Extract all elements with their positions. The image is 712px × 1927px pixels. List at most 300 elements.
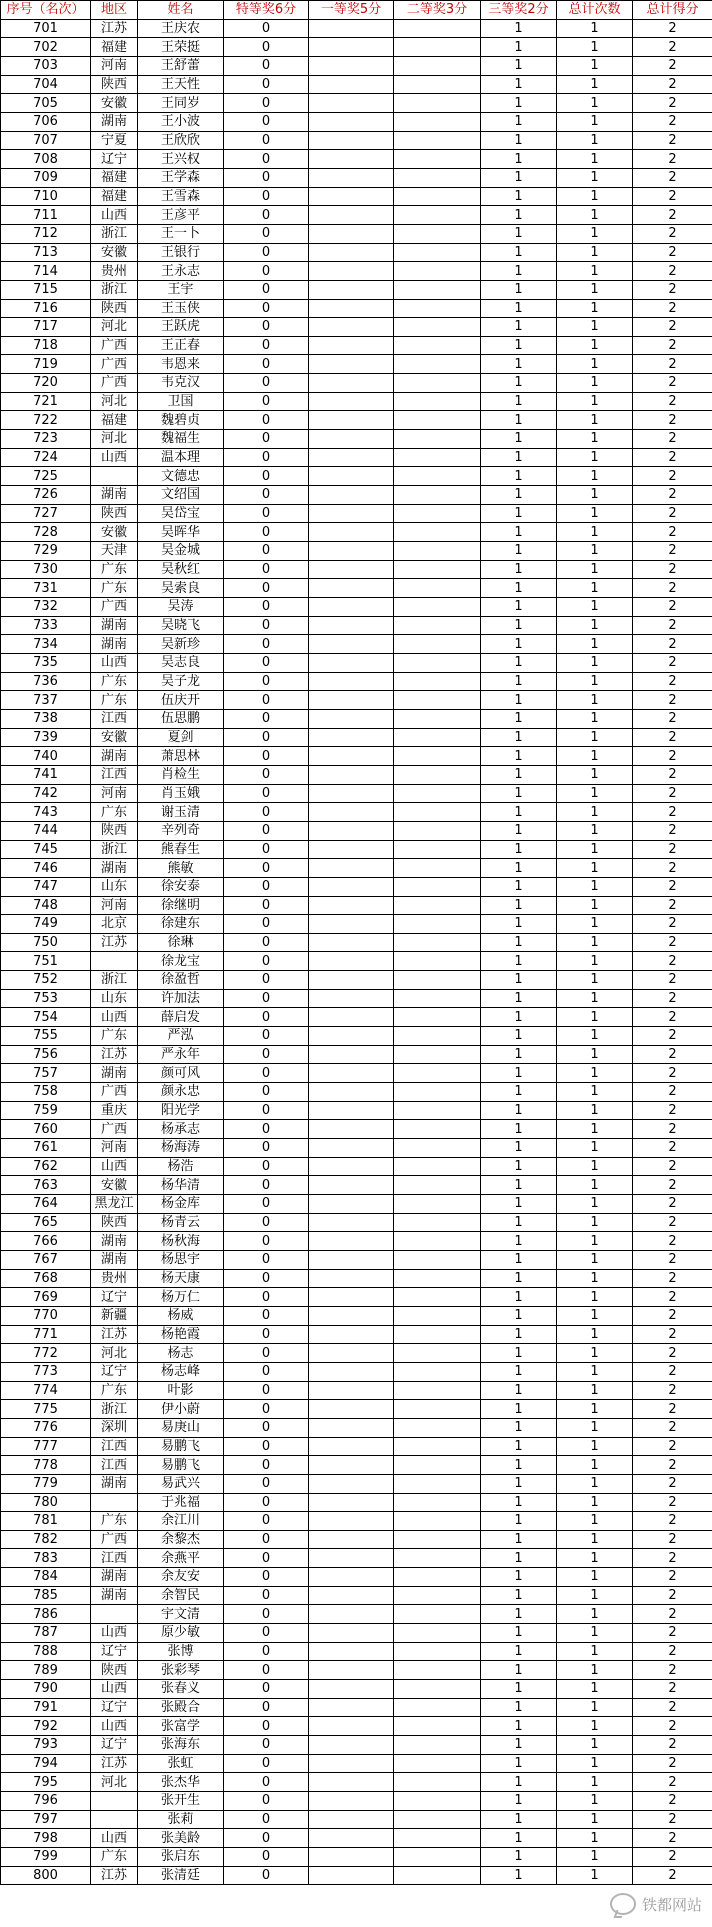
cell-total-count: 1 [557, 616, 633, 635]
cell-second-prize [394, 1195, 481, 1214]
cell-total-count: 1 [557, 1269, 633, 1288]
cell-first-prize [309, 1810, 394, 1829]
cell-name: 易庚山 [138, 1418, 224, 1437]
cell-name: 余黎杰 [138, 1530, 224, 1549]
table-row [1, 1139, 712, 1158]
cell-region: 广东 [91, 803, 138, 822]
cell-third-prize: 1 [481, 1605, 557, 1624]
cell-rank: 777 [1, 1437, 91, 1456]
cell-name: 叶影 [138, 1381, 224, 1400]
cell-first-prize [309, 1474, 394, 1493]
table-row [1, 784, 712, 803]
cell-region: 湖南 [91, 1250, 138, 1269]
cell-total-count: 1 [557, 1120, 633, 1139]
cell-rank: 776 [1, 1418, 91, 1437]
cell-special-prize: 0 [224, 635, 309, 654]
cell-first-prize [309, 486, 394, 505]
cell-region: 湖南 [91, 1474, 138, 1493]
table-body [1, 19, 712, 1885]
cell-first-prize [309, 448, 394, 467]
cell-special-prize: 0 [224, 579, 309, 598]
cell-third-prize: 1 [481, 1866, 557, 1885]
cell-total-score: 2 [633, 206, 712, 225]
table-row [1, 1083, 712, 1102]
cell-total-count: 1 [557, 765, 633, 784]
cell-total-count: 1 [557, 579, 633, 598]
cell-first-prize [309, 430, 394, 449]
cell-total-score: 2 [633, 1418, 712, 1437]
cell-rank: 704 [1, 75, 91, 94]
cell-second-prize [394, 877, 481, 896]
cell-special-prize: 0 [224, 1400, 309, 1419]
cell-third-prize: 1 [481, 430, 557, 449]
cell-rank: 744 [1, 821, 91, 840]
cell-third-prize: 1 [481, 1736, 557, 1755]
cell-total-score: 2 [633, 1083, 712, 1102]
cell-special-prize: 0 [224, 896, 309, 915]
cell-second-prize [394, 915, 481, 934]
cell-name: 吴岱宝 [138, 504, 224, 523]
cell-special-prize: 0 [224, 1418, 309, 1437]
cell-special-prize: 0 [224, 971, 309, 990]
cell-name: 余燕平 [138, 1549, 224, 1568]
cell-name: 杨华清 [138, 1176, 224, 1195]
table-row [1, 840, 712, 859]
cell-first-prize [309, 691, 394, 710]
cell-name: 张彩琴 [138, 1661, 224, 1680]
cell-first-prize [309, 1792, 394, 1811]
cell-region: 陕西 [91, 504, 138, 523]
cell-third-prize: 1 [481, 1288, 557, 1307]
cell-region [91, 952, 138, 971]
cell-name: 肖检生 [138, 765, 224, 784]
cell-second-prize [394, 747, 481, 766]
cell-special-prize: 0 [224, 131, 309, 150]
cell-second-prize [394, 1157, 481, 1176]
cell-first-prize [309, 75, 394, 94]
cell-name: 张殿合 [138, 1698, 224, 1717]
cell-third-prize: 1 [481, 131, 557, 150]
table-row [1, 1661, 712, 1680]
cell-first-prize [309, 1847, 394, 1866]
cell-total-score: 2 [633, 933, 712, 952]
cell-second-prize [394, 1064, 481, 1083]
cell-total-score: 2 [633, 691, 712, 710]
cell-special-prize: 0 [224, 1661, 309, 1680]
cell-third-prize: 1 [481, 1400, 557, 1419]
cell-third-prize: 1 [481, 1027, 557, 1046]
cell-first-prize [309, 56, 394, 75]
cell-total-score: 2 [633, 1642, 712, 1661]
cell-first-prize [309, 1530, 394, 1549]
cell-rank: 710 [1, 187, 91, 206]
table-row [1, 877, 712, 896]
cell-second-prize [394, 56, 481, 75]
cell-rank: 788 [1, 1642, 91, 1661]
cell-total-count: 1 [557, 1195, 633, 1214]
cell-total-score: 2 [633, 1866, 712, 1885]
cell-rank: 736 [1, 672, 91, 691]
table-row [1, 1269, 712, 1288]
cell-rank: 701 [1, 19, 91, 38]
cell-total-score: 2 [633, 859, 712, 878]
cell-second-prize [394, 1344, 481, 1363]
cell-special-prize: 0 [224, 1810, 309, 1829]
cell-rank: 735 [1, 653, 91, 672]
cell-third-prize: 1 [481, 1586, 557, 1605]
cell-name: 王兴权 [138, 150, 224, 169]
cell-second-prize [394, 1213, 481, 1232]
cell-first-prize [309, 542, 394, 561]
cell-name: 王宇 [138, 280, 224, 299]
cell-third-prize: 1 [481, 168, 557, 187]
cell-second-prize [394, 1624, 481, 1643]
cell-total-count: 1 [557, 1493, 633, 1512]
cell-total-count: 1 [557, 504, 633, 523]
cell-total-count: 1 [557, 1362, 633, 1381]
cell-second-prize [394, 1829, 481, 1848]
cell-region: 浙江 [91, 280, 138, 299]
cell-third-prize: 1 [481, 1064, 557, 1083]
cell-total-count: 1 [557, 635, 633, 654]
cell-total-score: 2 [633, 989, 712, 1008]
cell-name: 徐安泰 [138, 877, 224, 896]
cell-second-prize [394, 840, 481, 859]
table-row [1, 989, 712, 1008]
cell-third-prize: 1 [481, 19, 557, 38]
table-row [1, 336, 712, 355]
cell-second-prize [394, 1139, 481, 1158]
cell-total-score: 2 [633, 1195, 712, 1214]
cell-rank: 796 [1, 1792, 91, 1811]
cell-region: 河北 [91, 1773, 138, 1792]
cell-first-prize [309, 971, 394, 990]
cell-first-prize [309, 1306, 394, 1325]
cell-first-prize [309, 1680, 394, 1699]
cell-total-score: 2 [633, 1847, 712, 1866]
cell-rank: 725 [1, 467, 91, 486]
cell-name: 余江川 [138, 1512, 224, 1531]
cell-rank: 724 [1, 448, 91, 467]
table-row [1, 1773, 712, 1792]
cell-first-prize [309, 1083, 394, 1102]
cell-rank: 702 [1, 38, 91, 57]
cell-rank: 790 [1, 1680, 91, 1699]
cell-total-count: 1 [557, 1586, 633, 1605]
table-row [1, 1344, 712, 1363]
cell-first-prize [309, 1064, 394, 1083]
table-row [1, 1064, 712, 1083]
cell-third-prize: 1 [481, 915, 557, 934]
cell-second-prize [394, 1083, 481, 1102]
cell-total-count: 1 [557, 1568, 633, 1587]
cell-special-prize: 0 [224, 1512, 309, 1531]
cell-third-prize: 1 [481, 1120, 557, 1139]
cell-region: 陕西 [91, 1213, 138, 1232]
cell-third-prize: 1 [481, 728, 557, 747]
cell-special-prize: 0 [224, 877, 309, 896]
cell-region: 福建 [91, 38, 138, 57]
table-row [1, 355, 712, 374]
cell-total-score: 2 [633, 1381, 712, 1400]
cell-region: 广西 [91, 355, 138, 374]
cell-total-count: 1 [557, 1810, 633, 1829]
cell-first-prize [309, 877, 394, 896]
cell-region [91, 1792, 138, 1811]
cell-rank: 771 [1, 1325, 91, 1344]
cell-total-count: 1 [557, 94, 633, 113]
cell-region: 广东 [91, 672, 138, 691]
cell-total-count: 1 [557, 1474, 633, 1493]
cell-total-count: 1 [557, 1381, 633, 1400]
cell-region: 陕西 [91, 75, 138, 94]
cell-total-count: 1 [557, 1400, 633, 1419]
table-row [1, 131, 712, 150]
cell-total-score: 2 [633, 1400, 712, 1419]
cell-first-prize [309, 504, 394, 523]
cell-second-prize [394, 1586, 481, 1605]
cell-total-score: 2 [633, 523, 712, 542]
table-row [1, 206, 712, 225]
cell-third-prize: 1 [481, 411, 557, 430]
cell-name: 严泓 [138, 1027, 224, 1046]
cell-total-count: 1 [557, 75, 633, 94]
cell-special-prize: 0 [224, 1306, 309, 1325]
table-row [1, 635, 712, 654]
cell-name: 韦恩来 [138, 355, 224, 374]
cell-region: 河北 [91, 1344, 138, 1363]
cell-second-prize [394, 1530, 481, 1549]
cell-total-score: 2 [633, 1568, 712, 1587]
cell-total-score: 2 [633, 1680, 712, 1699]
cell-total-score: 2 [633, 1698, 712, 1717]
cell-name: 宇文清 [138, 1605, 224, 1624]
cell-name: 张美龄 [138, 1829, 224, 1848]
table-row [1, 747, 712, 766]
cell-third-prize: 1 [481, 243, 557, 262]
cell-name: 杨浩 [138, 1157, 224, 1176]
cell-rank: 746 [1, 859, 91, 878]
cell-third-prize: 1 [481, 1493, 557, 1512]
cell-third-prize: 1 [481, 1680, 557, 1699]
cell-third-prize: 1 [481, 1698, 557, 1717]
cell-total-score: 2 [633, 1829, 712, 1848]
cell-second-prize [394, 224, 481, 243]
cell-first-prize [309, 1437, 394, 1456]
cell-first-prize [309, 1493, 394, 1512]
cell-name: 徐建东 [138, 915, 224, 934]
cell-special-prize: 0 [224, 1605, 309, 1624]
cell-name: 伊小蔚 [138, 1400, 224, 1419]
cell-rank: 712 [1, 224, 91, 243]
cell-region: 浙江 [91, 971, 138, 990]
cell-name: 杨金库 [138, 1195, 224, 1214]
cell-name: 杨海涛 [138, 1139, 224, 1158]
cell-rank: 715 [1, 280, 91, 299]
cell-region: 新疆 [91, 1306, 138, 1325]
cell-total-count: 1 [557, 915, 633, 934]
cell-first-prize [309, 1736, 394, 1755]
cell-third-prize: 1 [481, 1045, 557, 1064]
cell-total-score: 2 [633, 411, 712, 430]
cell-total-score: 2 [633, 877, 712, 896]
cell-region: 广西 [91, 374, 138, 393]
cell-second-prize [394, 1810, 481, 1829]
cell-rank: 797 [1, 1810, 91, 1829]
cell-second-prize [394, 1232, 481, 1251]
cell-second-prize [394, 1101, 481, 1120]
cell-rank: 793 [1, 1736, 91, 1755]
cell-name: 谢玉清 [138, 803, 224, 822]
cell-first-prize [309, 1642, 394, 1661]
cell-first-prize [309, 1549, 394, 1568]
table-row [1, 1157, 712, 1176]
cell-total-count: 1 [557, 1754, 633, 1773]
cell-rank: 707 [1, 131, 91, 150]
cell-rank: 767 [1, 1250, 91, 1269]
cell-region: 湖南 [91, 1232, 138, 1251]
table-row [1, 1549, 712, 1568]
cell-first-prize [309, 1661, 394, 1680]
cell-second-prize [394, 1642, 481, 1661]
table-row [1, 896, 712, 915]
cell-region: 湖南 [91, 616, 138, 635]
cell-special-prize: 0 [224, 1829, 309, 1848]
table-row [1, 280, 712, 299]
cell-name: 易鹏飞 [138, 1437, 224, 1456]
cell-rank: 713 [1, 243, 91, 262]
cell-total-score: 2 [633, 187, 712, 206]
cell-special-prize: 0 [224, 653, 309, 672]
cell-third-prize: 1 [481, 1549, 557, 1568]
cell-rank: 747 [1, 877, 91, 896]
cell-total-count: 1 [557, 150, 633, 169]
cell-total-score: 2 [633, 19, 712, 38]
cell-total-score: 2 [633, 784, 712, 803]
cell-special-prize: 0 [224, 504, 309, 523]
cell-third-prize: 1 [481, 392, 557, 411]
cell-total-count: 1 [557, 1792, 633, 1811]
cell-region: 广东 [91, 1027, 138, 1046]
cell-name: 杨秋海 [138, 1232, 224, 1251]
cell-special-prize: 0 [224, 1120, 309, 1139]
cell-name: 阳光学 [138, 1101, 224, 1120]
cell-total-score: 2 [633, 1362, 712, 1381]
cell-third-prize: 1 [481, 1232, 557, 1251]
cell-total-count: 1 [557, 1661, 633, 1680]
cell-total-count: 1 [557, 1773, 633, 1792]
cell-rank: 772 [1, 1344, 91, 1363]
cell-second-prize [394, 243, 481, 262]
cell-total-count: 1 [557, 896, 633, 915]
cell-total-score: 2 [633, 709, 712, 728]
table-row [1, 430, 712, 449]
cell-second-prize [394, 1325, 481, 1344]
cell-second-prize [394, 1605, 481, 1624]
cell-region: 安徽 [91, 1176, 138, 1195]
cell-first-prize [309, 952, 394, 971]
table-row [1, 1698, 712, 1717]
cell-special-prize: 0 [224, 765, 309, 784]
table-row [1, 262, 712, 281]
cell-total-score: 2 [633, 1325, 712, 1344]
cell-region: 江西 [91, 765, 138, 784]
cell-total-count: 1 [557, 1325, 633, 1344]
cell-total-score: 2 [633, 131, 712, 150]
cell-name: 王同岁 [138, 94, 224, 113]
cell-special-prize: 0 [224, 933, 309, 952]
cell-third-prize: 1 [481, 504, 557, 523]
cell-second-prize [394, 728, 481, 747]
cell-second-prize [394, 1680, 481, 1699]
cell-name: 张富学 [138, 1717, 224, 1736]
cell-second-prize [394, 989, 481, 1008]
cell-first-prize [309, 859, 394, 878]
cell-name: 张开生 [138, 1792, 224, 1811]
cell-region: 湖南 [91, 747, 138, 766]
cell-second-prize [394, 709, 481, 728]
cell-second-prize [394, 1866, 481, 1885]
cell-total-score: 2 [633, 504, 712, 523]
cell-region: 广西 [91, 598, 138, 617]
cell-total-score: 2 [633, 915, 712, 934]
cell-name: 王雪森 [138, 187, 224, 206]
cell-first-prize [309, 224, 394, 243]
cell-second-prize [394, 486, 481, 505]
cell-third-prize: 1 [481, 374, 557, 393]
cell-second-prize [394, 430, 481, 449]
cell-total-count: 1 [557, 1288, 633, 1307]
cell-total-score: 2 [633, 1605, 712, 1624]
cell-total-count: 1 [557, 1027, 633, 1046]
cell-second-prize [394, 821, 481, 840]
cell-special-prize: 0 [224, 542, 309, 561]
cell-rank: 759 [1, 1101, 91, 1120]
cell-name: 王彦平 [138, 206, 224, 225]
cell-total-count: 1 [557, 1139, 633, 1158]
table-row [1, 75, 712, 94]
cell-special-prize: 0 [224, 747, 309, 766]
cell-second-prize [394, 952, 481, 971]
cell-total-score: 2 [633, 336, 712, 355]
table-row [1, 1736, 712, 1755]
cell-special-prize: 0 [224, 1195, 309, 1214]
table-row [1, 486, 712, 505]
cell-region: 广东 [91, 560, 138, 579]
cell-second-prize [394, 1754, 481, 1773]
cell-second-prize [394, 523, 481, 542]
cell-region: 湖南 [91, 1586, 138, 1605]
cell-total-count: 1 [557, 747, 633, 766]
cell-first-prize [309, 467, 394, 486]
cell-third-prize: 1 [481, 112, 557, 131]
cell-name: 温本理 [138, 448, 224, 467]
cell-third-prize: 1 [481, 747, 557, 766]
cell-name: 徐盈哲 [138, 971, 224, 990]
cell-total-score: 2 [633, 952, 712, 971]
table-row [1, 1195, 712, 1214]
cell-rank: 762 [1, 1157, 91, 1176]
cell-first-prize [309, 1624, 394, 1643]
table-row [1, 1866, 712, 1885]
cell-rank: 748 [1, 896, 91, 915]
cell-region: 辽宁 [91, 1362, 138, 1381]
table-row [1, 1624, 712, 1643]
cell-rank: 711 [1, 206, 91, 225]
cell-total-score: 2 [633, 94, 712, 113]
cell-first-prize [309, 765, 394, 784]
cell-name: 吴涛 [138, 598, 224, 617]
